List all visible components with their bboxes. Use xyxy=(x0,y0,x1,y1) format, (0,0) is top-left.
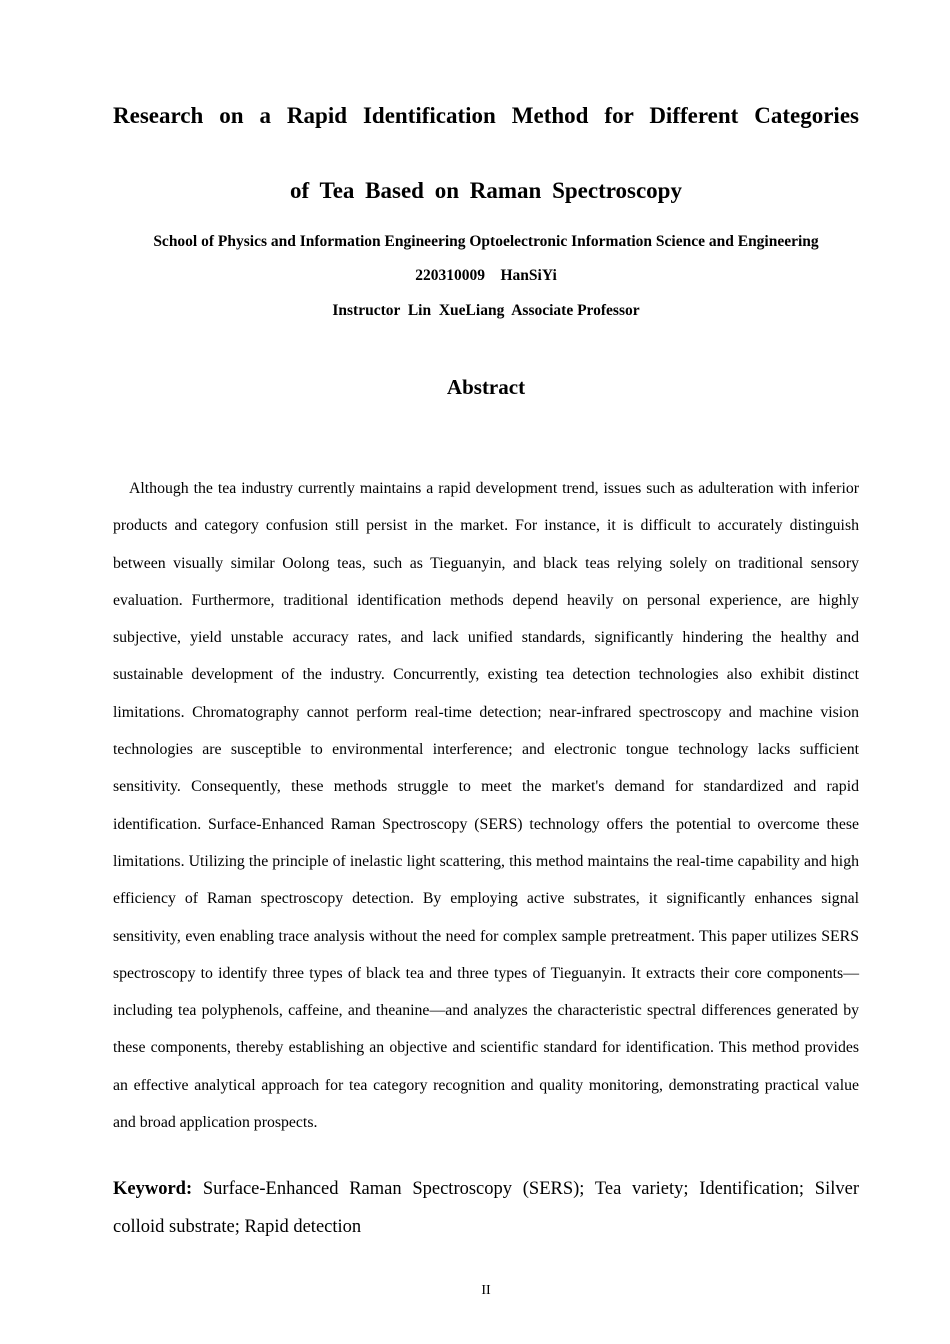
abstract-body: Although the tea industry currently maintains a rapid development trend, issues such as adulteration with inferior products and category confusion still persist in the market. For instance, it is difficult to accurately distinguish between visually similar Oolong teas, such as Tieguanyin, and black teas relying solely on traditional sensory evaluation. Furthermore, traditional identification methods depend heavily on personal experience, are highly subjective, yield unstable accuracy rates, and lack unified standards, significantly hindering the healthy and sustainable development of the industry. Concurrently, existing tea detection technologies also exhibit distinct limitations. Chromatography cannot perform real-time detection; near-infrared spectroscopy and machine vision technologies are susceptible to environmental interference; and electronic tongue technology lacks sufficient sensitivity. Consequently, these methods struggle to meet the market's demand for standardized and rapid identification. Surface-Enhanced Raman Spectroscopy (SERS) technology offers the potential to overcome these limitations. Utilizing the principle of inelastic light scattering, this method maintains the real-time capability and high efficiency of Raman spectroscopy detection. By employing active substrates, it significantly enhances signal sensitivity, even enabling trace analysis without the need for complex sample pretreatment. This paper utilizes SERS spectroscopy to identify three types of black tea and three types of Tieguanyin. It extracts their core components—including tea polyphenols, caffeine, and theanine—and analyzes the characteristic spectral differences generated by these components, thereby establishing an objective and scientific standard for identification. This method provides an effective analytical approach for tea category recognition and quality monitoring, demonstrating practical value and broad application prospects. xyxy=(113,480,859,1132)
keywords-text: Surface-Enhanced Raman Spectroscopy (SERS); Tea variety; Identification; Silver colloid substrate; Rapid detection xyxy=(113,1179,859,1237)
page-number: II xyxy=(481,1283,491,1298)
paper-title-line-2: of Tea Based on Raman Spectroscopy xyxy=(290,178,682,203)
paper-title-line-1: Research on a Rapid Identification Method for Different Categories xyxy=(113,103,859,128)
instructor-info: Instructor Lin XueLiang Associate Professor xyxy=(332,302,640,319)
student-info: 220310009 HanSiYi xyxy=(415,267,557,284)
school-info: School of Physics and Information Engineering Optoelectronic Information Science and Engineering xyxy=(153,233,819,250)
keywords-paragraph xyxy=(113,1171,859,1246)
abstract-heading: Abstract xyxy=(446,375,526,399)
keywords-label: Keyword: xyxy=(113,1179,193,1199)
